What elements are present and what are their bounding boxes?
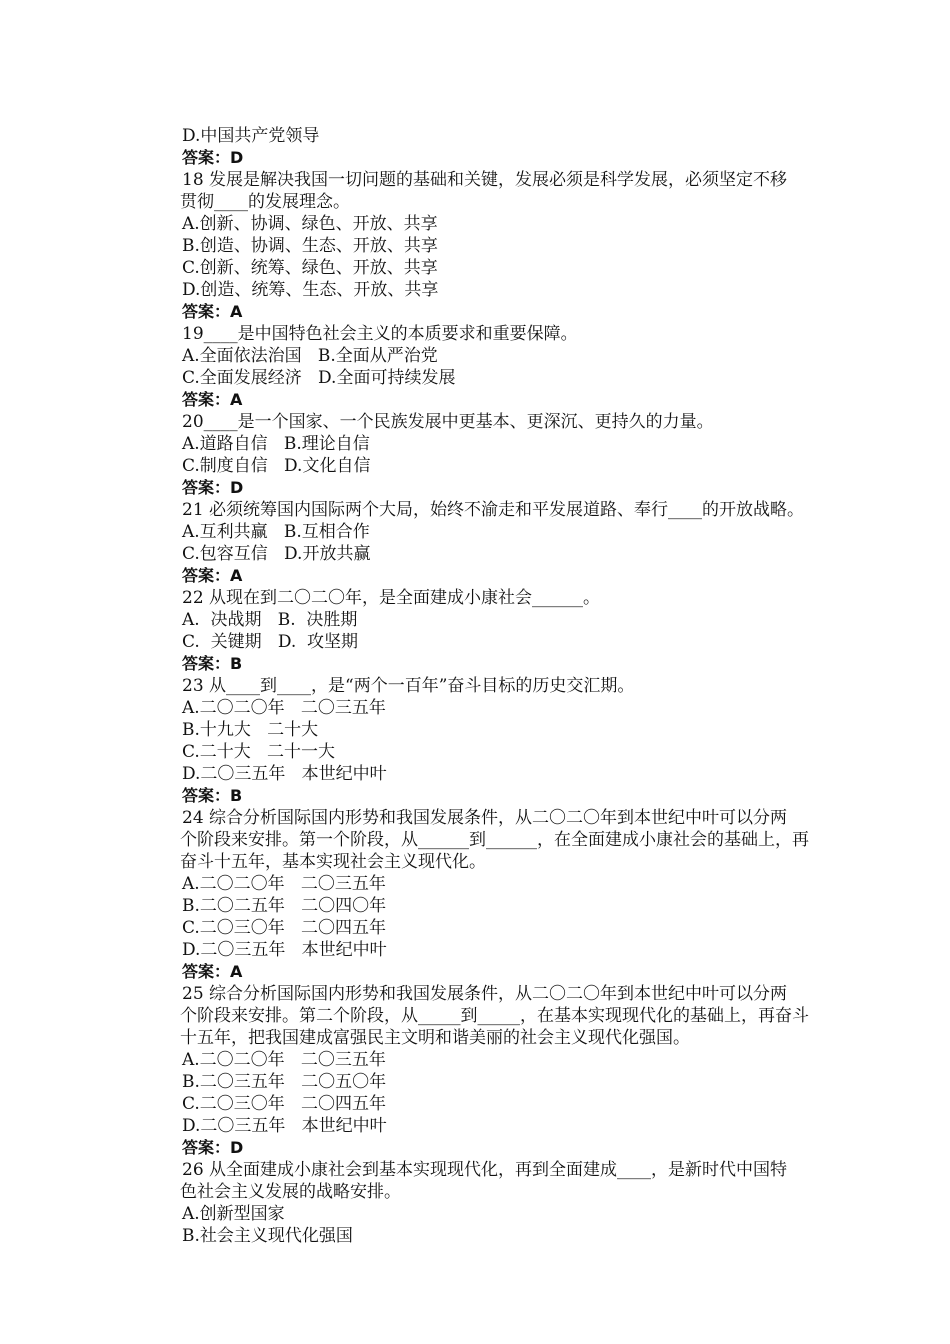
option-line: A.二〇二〇年 二〇三五年	[182, 1050, 386, 1070]
option-line: A.道路自信 B.理论自信	[182, 434, 370, 454]
option-line: B.二〇二五年 二〇四〇年	[182, 896, 387, 916]
question-continuation: 色社会主义发展的战略安排。	[180, 1182, 401, 1202]
question-stem: 21 必须统筹国内国际两个大局，始终不渝走和平发展道路、奉行____的开放战略。	[182, 500, 805, 520]
answer-line: 答案：A	[182, 302, 243, 321]
option-line: A.创新、协调、绿色、开放、共享	[182, 214, 438, 234]
option-line: A.全面依法治国 B.全面从严治党	[182, 346, 438, 366]
option-line: B.二〇三五年 二〇五〇年	[182, 1072, 387, 1092]
question-stem: 18 发展是解决我国一切问题的基础和关键，发展必须是科学发展，必须坚定不移	[182, 170, 788, 190]
question-continuation: 十五年，把我国建成富强民主文明和谐美丽的社会主义现代化强国。	[180, 1028, 690, 1048]
option-line: B.创造、协调、生态、开放、共享	[182, 236, 438, 256]
option-line: C.二〇三〇年 二〇四五年	[182, 1094, 387, 1114]
answer-line: 答案：D	[182, 478, 244, 497]
question-stem: 26 从全面建成小康社会到基本实现现代化，再到全面建成____，是新时代中国特	[182, 1160, 788, 1180]
question-continuation: 个阶段来安排。第二个阶段，从_____到_____，在基本实现现代化的基础上，再奋斗	[180, 1006, 809, 1026]
option-line: C.包容互信 D.开放共赢	[182, 544, 371, 564]
question-stem: 24 综合分析国际国内形势和我国发展条件，从二〇二〇年到本世纪中叶可以分两	[182, 808, 788, 828]
question-stem: 19____是中国特色社会主义的本质要求和重要保障。	[182, 324, 578, 344]
question-stem: 23 从____到____，是“两个一百年”奋斗目标的历史交汇期。	[182, 676, 635, 696]
option-line: A.二〇二〇年 二〇三五年	[182, 874, 386, 894]
option-line: D.二〇三五年 本世纪中叶	[182, 940, 387, 960]
document-page	[182, 125, 872, 1247]
answer-line: 答案：D	[182, 148, 244, 167]
option-line: A.二〇二〇年 二〇三五年	[182, 698, 386, 718]
option-line: B.十九大 二十大	[182, 720, 319, 740]
question-stem: 25 综合分析国际国内形势和我国发展条件，从二〇二〇年到本世纪中叶可以分两	[182, 984, 788, 1004]
option-line: D.中国共产党领导	[182, 126, 320, 146]
answer-line: 答案：A	[182, 566, 243, 585]
question-continuation: 奋斗十五年，基本实现社会主义现代化。	[180, 852, 486, 872]
question-continuation: 贯彻____的发展理念。	[180, 192, 350, 212]
option-line: A.互利共赢 B.互相合作	[182, 522, 370, 542]
option-line: C.全面发展经济 D.全面可持续发展	[182, 368, 456, 388]
question-stem: 22 从现在到二〇二〇年，是全面建成小康社会______。	[182, 588, 601, 608]
question-stem: 20____是一个国家、一个民族发展中更基本、更深沉、更持久的力量。	[182, 412, 714, 432]
answer-line: 答案：D	[182, 1138, 244, 1157]
option-line: B.社会主义现代化强国	[182, 1226, 353, 1246]
option-line: C. 关键期 D. 攻坚期	[182, 632, 359, 652]
option-line: A.创新型国家	[182, 1204, 285, 1224]
option-line: A. 决战期 B. 决胜期	[182, 610, 358, 630]
option-line: D.创造、统筹、生态、开放、共享	[182, 280, 439, 300]
option-line: C.二〇三〇年 二〇四五年	[182, 918, 387, 938]
option-line: C.创新、统筹、绿色、开放、共享	[182, 258, 438, 278]
answer-line: 答案：A	[182, 962, 243, 981]
option-line: C.二十大 二十一大	[182, 742, 336, 762]
answer-line: 答案：B	[182, 786, 243, 805]
question-continuation: 个阶段来安排。第一个阶段，从______到______，在全面建成小康社会的基础上，再	[180, 830, 809, 850]
option-line: D.二〇三五年 本世纪中叶	[182, 1116, 387, 1136]
answer-line: 答案：B	[182, 654, 243, 673]
option-line: D.二〇三五年 本世纪中叶	[182, 764, 387, 784]
answer-line: 答案：A	[182, 390, 243, 409]
option-line: C.制度自信 D.文化自信	[182, 456, 371, 476]
